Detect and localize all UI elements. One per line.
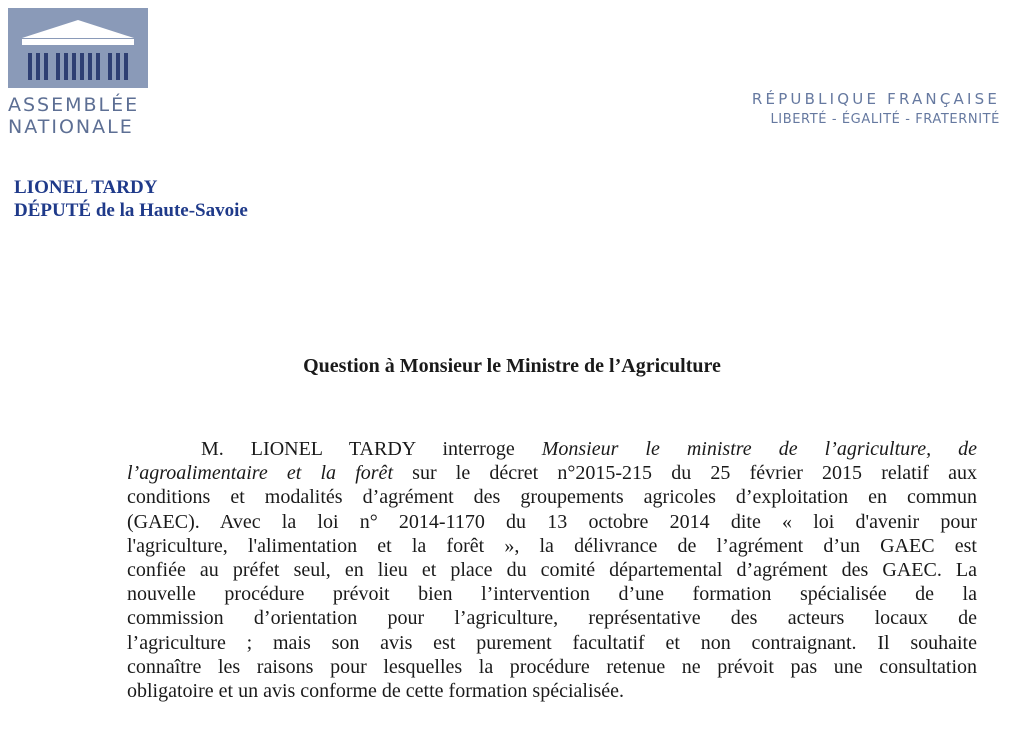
body-line: conditions et modalités d’agrément des groupements agricoles d’exploitation en commun: [127, 486, 977, 509]
body-text-segment: M. LIONEL TARDY interroge: [201, 438, 542, 460]
body-line: confiée au préfet seul, en lieu et place du comité départemental d’agrément des GAEC. La: [127, 558, 977, 581]
logo-wordmark: [8, 94, 158, 138]
body-line: (GAEC). Avec la loi n° 2014-1170 du 13 octobre 2014 dite « loi d'avenir pour: [127, 510, 977, 533]
question-body: [127, 437, 977, 703]
assemblee-nationale-logo: [8, 8, 158, 138]
body-italic-segment: Monsieur le ministre de l’agriculture, de: [541, 438, 977, 460]
deputy-block: [14, 176, 248, 222]
body-italic-segment: l’agroalimentaire et la forêt: [127, 462, 393, 485]
republic-heading: [752, 88, 1000, 130]
body-line: commission d’orientation pour l’agriculture, représentative des acteurs locaux de: [127, 607, 977, 630]
body-line: nouvelle procédure prévoit bien l’intervention d’une formation spécialisée de la: [127, 583, 977, 606]
deputy-title: DÉPUTÉ de la Haute-Savoie: [14, 200, 248, 221]
body-text-segment: sur le décret n°2015-215 du 25 février 2015 relatif aux: [393, 462, 977, 485]
body-line: [127, 461, 977, 485]
palais-bourbon-emblem-icon: [8, 8, 148, 88]
body-line: obligatoire et un avis conforme de cette formation spécialisée.: [127, 679, 625, 702]
republic-motto: LIBERTÉ - ÉGALITÉ - FRATERNITÉ: [770, 112, 1000, 127]
body-line: l'agriculture, l'alimentation et la forêt », la délivrance de l’agrément d’un GAEC est: [127, 534, 977, 557]
deputy-name: LIONEL TARDY: [14, 177, 158, 198]
body-line: l’agriculture ; mais son avis est purement facultatif et non contraignant. Il souhaite: [127, 631, 977, 654]
logo-line-2: NATIONALE: [8, 116, 134, 138]
body-line: connaître les raisons pour lesquelles la procédure retenue ne prévoit pas une consultation: [127, 655, 977, 678]
republic-name: RÉPUBLIQUE FRANÇAISE: [751, 90, 1000, 108]
body-line: [127, 437, 977, 461]
question-subject: [0, 355, 1024, 378]
logo-line-1: ASSEMBLÉE: [8, 94, 140, 116]
subject-text: Question à Monsieur le Ministre de l’Agriculture: [303, 355, 721, 377]
